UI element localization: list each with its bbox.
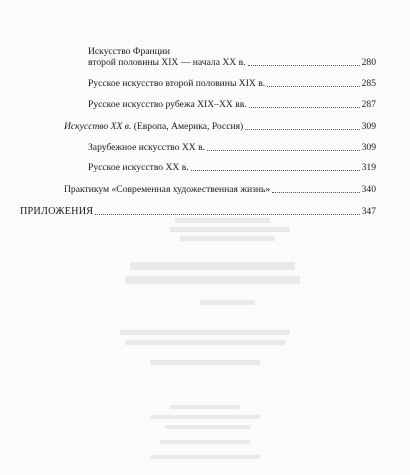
- toc-entry-title: ПРИЛОЖЕНИЯ: [20, 206, 94, 217]
- toc-entry-title: второй половины XIX — начала XX в.: [88, 57, 246, 68]
- toc-leader-dots: [207, 149, 360, 151]
- toc-entry-title: Зарубежное искусство XX в.: [88, 142, 206, 153]
- toc-leader-dots: [245, 128, 359, 130]
- bleed-through-text: [160, 440, 250, 444]
- bleed-through-text: [125, 276, 300, 284]
- toc-page-number: 347: [361, 206, 376, 217]
- toc-entry-title: Практикум «Современная художественная жизнь»: [64, 184, 271, 195]
- bleed-through-text: [200, 300, 255, 305]
- toc-entry[interactable]: [88, 57, 376, 68]
- toc-entry-title: Русское искусство XX в.: [88, 162, 189, 173]
- bleed-through-text: [150, 455, 260, 459]
- toc-entry-title: [64, 121, 243, 132]
- toc-page-number: 309: [361, 121, 376, 132]
- toc-entry[interactable]: [88, 78, 376, 89]
- toc-entry[interactable]: [20, 206, 376, 217]
- toc-leader-dots: [248, 64, 360, 66]
- toc-entry-title-italic: Искусство XX в.: [64, 121, 132, 132]
- bleed-through-text: [130, 262, 295, 270]
- toc-entry[interactable]: [88, 99, 376, 110]
- toc-page-number: 340: [361, 184, 376, 195]
- toc-entry-title-line1: Искусство Франции: [88, 46, 171, 57]
- toc-page-number: 287: [361, 99, 376, 110]
- toc-page-number: 319: [361, 162, 376, 173]
- toc-entry[interactable]: [88, 162, 376, 173]
- bleed-through-text: [175, 218, 270, 223]
- toc-page-number: 285: [361, 78, 376, 89]
- toc-page-number: 309: [361, 142, 376, 153]
- toc-leader-dots: [249, 106, 360, 108]
- toc-leader-dots: [272, 191, 359, 193]
- bleed-through-text: [120, 330, 290, 335]
- bleed-through-text: [125, 340, 285, 345]
- bleed-through-text: [180, 236, 275, 241]
- bleed-through-text: [165, 425, 250, 429]
- bleed-through-text: [150, 360, 260, 365]
- toc-page-number: 280: [361, 57, 376, 68]
- bleed-through-text: [150, 415, 260, 419]
- toc-leader-dots: [95, 213, 359, 215]
- bleed-through-text: [170, 227, 290, 232]
- toc-leader-dots: [267, 85, 359, 87]
- toc-leader-dots: [191, 169, 360, 171]
- toc-entry-title: Русское искусство второй половины XIX в.: [88, 78, 266, 89]
- toc-entry[interactable]: [88, 142, 376, 153]
- toc-entry-title: Русское искусство рубежа XIX–XX вв.: [88, 99, 247, 110]
- toc-entry[interactable]: [64, 121, 376, 132]
- toc-entry[interactable]: [64, 184, 376, 195]
- toc-entry-title-rest: (Европа, Америка, Россия): [131, 121, 244, 132]
- bleed-through-text: [170, 405, 240, 409]
